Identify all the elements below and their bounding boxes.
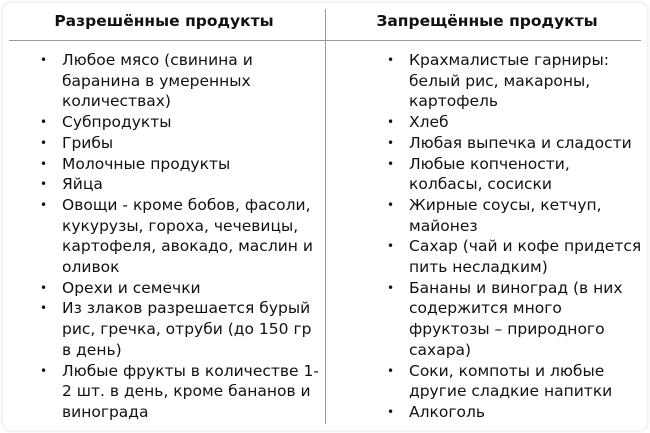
list-item: • Любые фрукты в количестве 1-2 шт. в день, кроме бананов и винограда: [40, 361, 319, 421]
list-item: • Алкоголь: [387, 402, 486, 421]
list-item: • Орехи и семечки: [40, 278, 201, 297]
bullet-icon: •: [40, 177, 48, 192]
list-item: • Субпродукты: [40, 113, 172, 132]
bullet-icon: •: [387, 156, 395, 171]
bullet-icon: •: [40, 135, 48, 150]
bullet-icon: •: [40, 53, 48, 67]
bullet-icon: •: [40, 301, 48, 316]
bullet-icon: •: [387, 115, 395, 130]
list-item: • Жирные соусы, кетчуп, майонез: [387, 195, 602, 235]
column-divider: [325, 9, 326, 424]
list-item: • Любая выпечка и сладости: [387, 133, 632, 152]
list-item: • Бананы и виноград (в них содержится много фруктозы – природного сахара): [387, 278, 623, 359]
list-item: • Любое мясо (свинина и баранина в умеренных количествах): [40, 51, 253, 111]
bullet-icon: •: [387, 363, 395, 378]
bullet-icon: •: [40, 363, 48, 378]
bullet-icon: •: [387, 135, 395, 150]
allowed-list: [40, 50, 322, 423]
list-item: • Грибы: [40, 133, 114, 152]
bullet-icon: •: [387, 280, 395, 295]
forbidden-heading: Запрещённые продукты: [376, 12, 598, 30]
list-item: • Яйца: [40, 175, 103, 194]
list-item: • Крахмалистые гарниры: белый рис, макароны, картофель: [387, 51, 609, 111]
bullet-icon: •: [387, 239, 395, 254]
bullet-icon: •: [387, 53, 395, 67]
list-item: • Молочные продукты: [40, 154, 231, 173]
bullet-icon: •: [40, 115, 48, 130]
allowed-heading: Разрешённые продукты: [54, 12, 274, 30]
bullet-icon: •: [387, 404, 395, 419]
forbidden-column: [327, 3, 647, 430]
allowed-column: [3, 3, 325, 430]
list-item: • Любые копчености, колбасы, сосиски: [387, 154, 570, 194]
list-item: • Соки, компоты и любые другие сладкие напитки: [387, 361, 613, 401]
bullet-icon: •: [387, 197, 395, 212]
list-item: • Сахар (чай и кофе придется пить несладким): [387, 237, 642, 277]
bullet-icon: •: [40, 197, 48, 212]
forbidden-list: [387, 50, 645, 423]
food-table: [3, 3, 647, 430]
bullet-icon: •: [40, 156, 48, 171]
list-item: • Хлеб: [387, 113, 449, 132]
list-item: • Овощи - кроме бобов, фасоли, кукурузы, гороха, чечевицы, картофеля, авокадо, маслин и оливок: [40, 195, 313, 277]
list-item: • Из злаков разрешается бурый рис, гречка, отруби (до 150 гр в день): [40, 299, 312, 359]
bullet-icon: •: [40, 280, 48, 295]
